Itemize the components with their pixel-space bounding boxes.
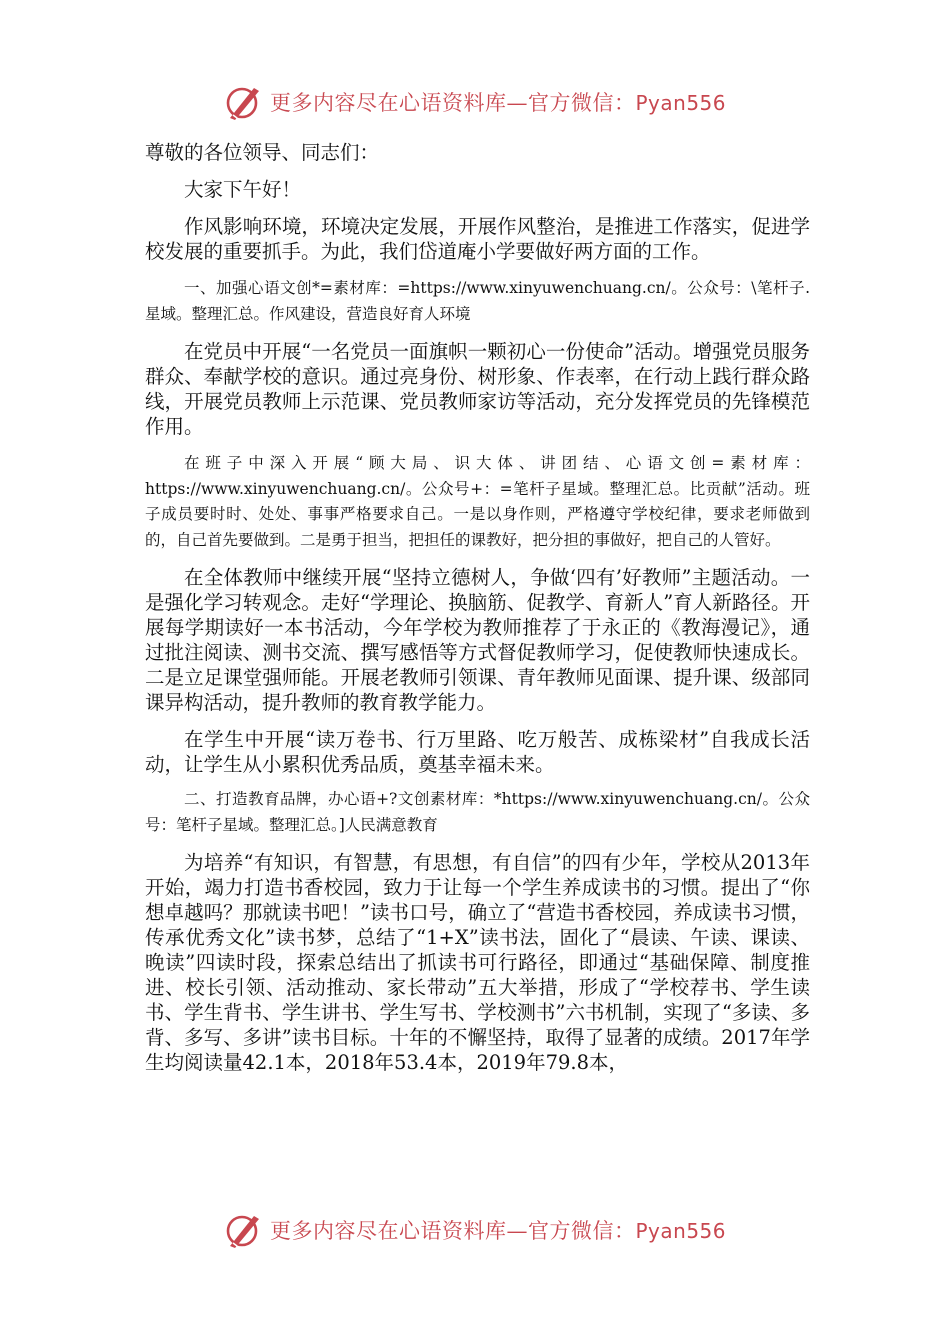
paragraph-students: 在学生中开展“读万卷书、行万里路、吃万般苦、成栋梁材”自我成长活动，让学生从小累积优秀品质，奠基幸福未来。 xyxy=(145,728,810,776)
paragraph-party-members: 在党员中开展“一名党员一面旗帜一颗初心一份使命”活动。增强党员服务群众、奉献学校的意识。通过亮身份、树形象、作表率，在行动上践行群众路线，开展党员教师上示范课、党员教师家访等活动，充分发挥党员的先锋模范作用。 xyxy=(145,340,810,438)
section-heading-2: 二、打造教育品牌，办心语+?文创素材库：*https://www.xinyuwenchuang.cn/。公众号：笔杆子星域。整理汇总。]人民满意教育 xyxy=(145,790,810,834)
paragraph-leadership: 在班子中深入开展“顾大局、识大体、讲团结、心语文创=素材库：https://www.xinyuwenchuang.cn/。公众号+：=笔杆子星域。整理汇总。比贡献”活动。班子成员要时时、处处、事事严格要求自己。一是以身作则，严格遵守学校纪律，要求老师做到的，自己首先要做到。二是勇于担当，把担任的课教好，把分担的事做好，把自己的人管好。 xyxy=(145,454,810,549)
paragraph-teachers: 在全体教师中继续开展“坚持立德树人，争做‘四有’好教师”主题活动。一是强化学习转观念。走好“学理论、换脑筋、促教学、育新人”育人新路径。开展每学期读好一本书活动，今年学校为教师推荐了于永正的《教海漫记》，通过批注阅读、测书交流、撰写感悟等方式督促教师学习，促使教师快速成长。二是立足课堂强师能。开展老教师引领课、青年教师见面课、提升课、级部同课异构活动，提升教师的教育教学能力。 xyxy=(145,566,810,714)
salutation: 尊敬的各位领导、同志们： xyxy=(145,141,380,164)
pen-circle-logo-icon xyxy=(224,1210,264,1250)
header-watermark-banner xyxy=(0,80,950,124)
banner-text: 更多内容尽在心语资料库—官方微信：Pyan556 xyxy=(269,91,726,115)
wechat-id: Pyan556 xyxy=(635,1219,726,1243)
intro-paragraph: 作风影响环境，环境决定发展，开展作风整治，是推进工作落实，促进学校发展的重要抓手。为此，我们岱道庵小学要做好两方面的工作。 xyxy=(145,215,810,263)
section-heading-1: 一、加强心语文创*=素材库：=https://www.xinyuwenchuang.cn/。公众号：\笔杆子.星域。整理汇总。作风建设，营造良好育人环境 xyxy=(145,279,810,323)
footer-watermark-banner xyxy=(0,1208,950,1252)
paragraph-reading: 为培养“有知识，有智慧，有思想，有自信”的四有少年，学校从2013年开始，竭力打造书香校园，致力于让每一个学生养成读书的习惯。提出了“你想卓越吗？那就读书吧！”读书口号，确立了“营造书香校园，养成读书习惯，传承优秀文化”读书梦，总结了“1+X”读书法，固化了“晨读、午读、课读、晚读”四读时段，探索总结出了抓读书可行路径，即通过“基础保障、制度推进、校长引领、活动推动、家长带动”五大举措，形成了“学校荐书、学生读书、学生背书、学生讲书、学生写书、学校测书”六书机制，实现了“多读、多背、多写、多讲”读书目标。十年的不懈坚持，取得了显著的成绩。2017年学生均阅读量42.1本，2018年53.4本，2019年79.8本， xyxy=(145,851,810,1074)
document-body xyxy=(145,140,810,1075)
pen-circle-logo-icon xyxy=(224,82,264,122)
wechat-id: Pyan556 xyxy=(635,91,726,115)
banner-text: 更多内容尽在心语资料库—官方微信：Pyan556 xyxy=(269,1219,726,1243)
greeting: 大家下午好！ xyxy=(184,178,302,201)
